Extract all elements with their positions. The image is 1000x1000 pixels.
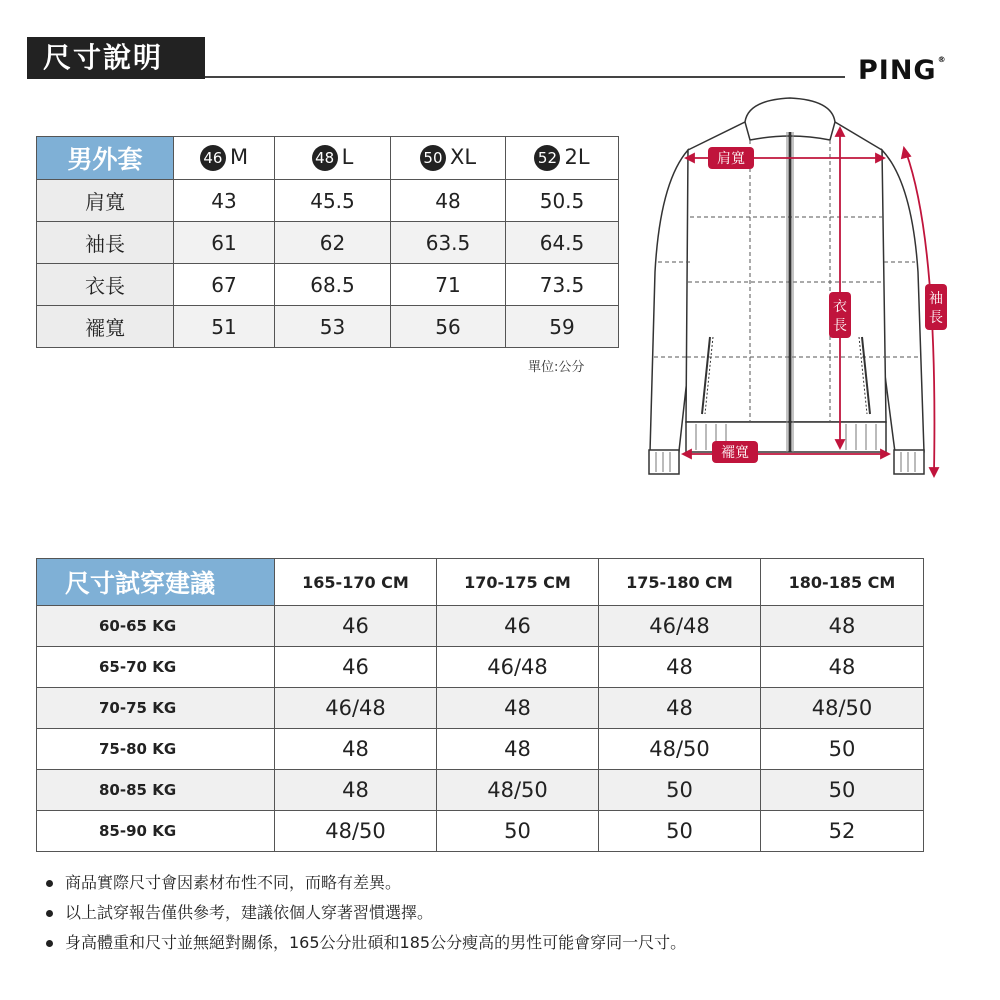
note-item [46, 868, 686, 898]
row-label: 襬寬 [37, 306, 174, 348]
table-row [37, 811, 924, 852]
table-cell: 48 [599, 688, 761, 729]
size-col-header [275, 137, 391, 180]
height-col-header: 170-175 CM [437, 559, 599, 606]
note-item [46, 928, 686, 958]
note-text: 身高體重和尺寸並無絕對關係，165公分壯碩和185公分瘦高的男性可能會穿同一尺寸。 [65, 933, 687, 952]
table-cell: 68.5 [275, 264, 391, 306]
table-cell: 50 [599, 811, 761, 852]
table-cell: 51 [174, 306, 275, 348]
right-cuff [894, 450, 924, 474]
note-text: 商品實際尺寸會因素材布性不同，而略有差異。 [65, 873, 402, 892]
size-label: XL [449, 145, 477, 169]
row-label: 85-90 KG [37, 811, 275, 852]
table-cell: 48 [761, 606, 924, 647]
table-cell: 48 [437, 729, 599, 770]
size-badge: 46 [200, 145, 226, 171]
note-text: 以上試穿報告僅供參考，建議依個人穿著習慣選擇。 [65, 903, 434, 922]
row-label: 65-70 KG [37, 647, 275, 688]
table-cell: 46 [275, 606, 437, 647]
table-cell: 50 [437, 811, 599, 852]
table-cell: 48 [391, 180, 506, 222]
fit-chart-table [36, 558, 924, 852]
table-cell: 64.5 [506, 222, 619, 264]
brand-name: PING [858, 55, 937, 86]
table-row [37, 180, 619, 222]
label-hem [712, 441, 758, 463]
row-label: 衣長 [37, 264, 174, 306]
table-cell: 63.5 [391, 222, 506, 264]
label-sleeve [925, 284, 947, 330]
table-row [37, 688, 924, 729]
table-cell: 48/50 [437, 770, 599, 811]
bullet-icon [46, 910, 53, 917]
size-col-header [391, 137, 506, 180]
size-badge: 48 [312, 145, 338, 171]
size-badge: 52 [534, 145, 560, 171]
table-cell: 50 [761, 770, 924, 811]
left-cuff [649, 450, 679, 474]
table-cell: 50 [761, 729, 924, 770]
page-title: 尺寸說明 [27, 37, 205, 79]
table-cell: 46/48 [275, 688, 437, 729]
size-chart-table [36, 136, 619, 348]
table-cell: 62 [275, 222, 391, 264]
size-col-header [506, 137, 619, 180]
size-label: L [341, 145, 354, 169]
label-length [829, 292, 851, 338]
shoulder-label: 肩寬 [717, 151, 745, 167]
table-cell: 52 [761, 811, 924, 852]
note-item [46, 898, 686, 928]
title-divider [205, 76, 845, 78]
size-label: 2L [564, 145, 590, 169]
jacket-diagram-icon [630, 92, 960, 492]
row-label: 肩寬 [37, 180, 174, 222]
table-cell: 71 [391, 264, 506, 306]
table-row [37, 222, 619, 264]
row-label: 袖長 [37, 222, 174, 264]
label-shoulder [708, 147, 754, 169]
table-cell: 48/50 [599, 729, 761, 770]
table-row [37, 729, 924, 770]
length-label-2: 長 [833, 318, 847, 334]
size-chart-corner: 男外套 [37, 137, 174, 180]
table-cell: 46/48 [437, 647, 599, 688]
sleeve-label-1: 袖 [929, 291, 943, 307]
fit-chart-corner: 尺寸試穿建議 [37, 559, 275, 606]
size-col-header [174, 137, 275, 180]
row-label: 75-80 KG [37, 729, 275, 770]
table-cell: 61 [174, 222, 275, 264]
table-cell: 56 [391, 306, 506, 348]
row-label: 80-85 KG [37, 770, 275, 811]
table-cell: 53 [275, 306, 391, 348]
size-badge: 50 [420, 145, 446, 171]
table-cell: 59 [506, 306, 619, 348]
size-label: M [229, 145, 249, 169]
table-cell: 48 [599, 647, 761, 688]
table-cell: 48/50 [275, 811, 437, 852]
table-cell: 48 [761, 647, 924, 688]
height-col-header: 175-180 CM [599, 559, 761, 606]
table-cell: 48 [275, 729, 437, 770]
table-cell: 48 [437, 688, 599, 729]
table-cell: 46 [275, 647, 437, 688]
table-row [37, 606, 924, 647]
sleeve-label-2: 長 [929, 310, 943, 326]
table-cell: 45.5 [275, 180, 391, 222]
table-cell: 48/50 [761, 688, 924, 729]
bullet-icon [46, 940, 53, 947]
height-col-header: 180-185 CM [761, 559, 924, 606]
table-row [37, 306, 619, 348]
height-col-header: 165-170 CM [275, 559, 437, 606]
bullet-icon [46, 880, 53, 887]
length-label-1: 衣 [833, 299, 847, 315]
table-cell: 43 [174, 180, 275, 222]
table-cell: 50 [599, 770, 761, 811]
table-row [37, 770, 924, 811]
table-cell: 48 [275, 770, 437, 811]
row-label: 70-75 KG [37, 688, 275, 729]
table-cell: 73.5 [506, 264, 619, 306]
table-cell: 46/48 [599, 606, 761, 647]
notes-list [46, 868, 686, 958]
row-label: 60-65 KG [37, 606, 275, 647]
table-cell: 50.5 [506, 180, 619, 222]
table-row [37, 647, 924, 688]
table-cell: 46 [437, 606, 599, 647]
brand-logo: PING® [858, 55, 947, 86]
hem-label: 襬寬 [721, 445, 749, 461]
table-row [37, 264, 619, 306]
table-cell: 67 [174, 264, 275, 306]
unit-note: 單位:公分 [528, 360, 585, 375]
